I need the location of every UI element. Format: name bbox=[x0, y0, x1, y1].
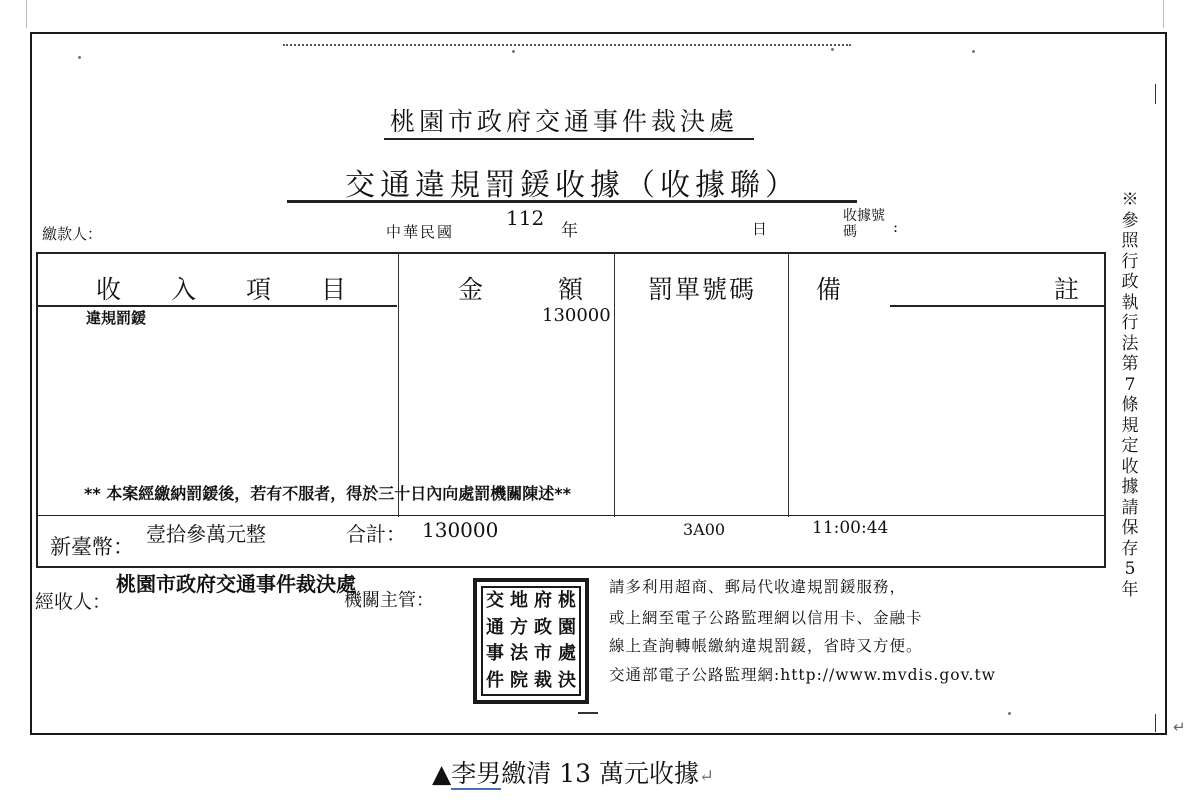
scan-speck bbox=[1008, 712, 1011, 715]
seal-glyph: 法 bbox=[510, 643, 528, 665]
scan-speck bbox=[831, 48, 834, 51]
caption-text: 繳清 13 萬元收據 bbox=[501, 759, 699, 788]
receipt-title: 交通違規罰鍰收據（收據聯） bbox=[345, 168, 800, 203]
figure-caption bbox=[432, 754, 714, 790]
currency-label: 新臺幣： bbox=[50, 535, 134, 559]
seal-glyph: 處 bbox=[558, 643, 576, 665]
paragraph-return-icon: ↵ bbox=[698, 766, 715, 787]
payer-label: 繳款人： bbox=[42, 225, 103, 243]
ticket-code: 3A00 bbox=[683, 520, 726, 539]
roc-year-value: 112 bbox=[506, 206, 545, 230]
page-margin-mark-right bbox=[1163, 0, 1164, 28]
seal-glyph: 市 bbox=[534, 643, 552, 665]
payment-info-line-1: 請多利用超商、郵局代收違規罰鍰服務， bbox=[609, 578, 907, 596]
seal-glyph: 裁 bbox=[534, 669, 552, 691]
issuing-agency-title: 桃園市政府交通事件裁決處 bbox=[390, 107, 739, 136]
receipt-number-colon: : bbox=[893, 218, 899, 236]
official-seal-stamp bbox=[473, 578, 589, 704]
seal-glyph: 決 bbox=[558, 669, 576, 691]
collector-name: 桃園市政府交通事件裁決處 bbox=[116, 572, 356, 596]
scan-speck bbox=[972, 50, 975, 53]
payment-time: 11:00:44 bbox=[812, 518, 889, 538]
seal-glyph: 通 bbox=[486, 616, 504, 638]
table-col-divider-1 bbox=[398, 253, 399, 517]
seal-glyph: 政 bbox=[534, 616, 552, 638]
year-label: 年 bbox=[561, 221, 578, 241]
payment-info-line-4: 交通部電子公路監理網:http://www.mvdis.gov.tw bbox=[609, 666, 996, 684]
amount-value: 130000 bbox=[542, 305, 611, 326]
seal-glyph: 事 bbox=[486, 643, 504, 665]
seal-glyph: 地 bbox=[510, 590, 528, 612]
payment-info-line-2: 或上網至電子公路監理網以信用卡、金融卡 bbox=[609, 609, 923, 627]
seal-glyph: 桃 bbox=[558, 590, 576, 612]
header-ticket-number: 罰單號碼 bbox=[648, 275, 757, 304]
agency-underline bbox=[384, 138, 754, 140]
header-remarks-1: 備 bbox=[816, 275, 842, 304]
page-margin-mark-left bbox=[26, 0, 27, 28]
amount-in-words: 壹拾參萬元整 bbox=[146, 522, 266, 546]
total-label: 合計： bbox=[346, 522, 406, 546]
table-col-divider-2 bbox=[614, 253, 615, 517]
triangle-icon: ▲ bbox=[432, 759, 452, 788]
header-income-item: 收 入 項 目 bbox=[96, 275, 347, 304]
caption-underlined-name[interactable]: 李男 bbox=[451, 759, 502, 788]
seal-glyph: 交 bbox=[486, 590, 504, 612]
side-bracket-bottom bbox=[1155, 714, 1157, 732]
seal-glyph: 院 bbox=[510, 669, 528, 691]
day-label: 日 bbox=[752, 220, 768, 238]
side-bracket-top bbox=[1155, 84, 1157, 104]
table-total-divider bbox=[37, 515, 1105, 516]
seal-glyph: 方 bbox=[510, 616, 528, 638]
income-item-name: 違規罰鍰 bbox=[86, 309, 147, 327]
title-underline bbox=[287, 200, 857, 203]
table-col-divider-3 bbox=[788, 253, 789, 517]
scan-speck bbox=[512, 50, 515, 53]
appeal-notice: ** 本案經繳納罰鍰後，若有不服者，得於三十日內向處罰機關陳述** bbox=[84, 484, 572, 503]
payment-info-line-3: 線上查詢轉帳繳納違規罰鍰，省時又方便。 bbox=[609, 637, 923, 655]
header-remarks-2: 註 bbox=[1054, 275, 1080, 304]
seal-glyph: 府 bbox=[534, 590, 552, 612]
retention-side-note: ※參照行政執行法第7條規定收據請保存5年 bbox=[1121, 190, 1139, 600]
seal-glyph: 件 bbox=[486, 669, 504, 691]
roc-label: 中華民國 bbox=[386, 223, 455, 241]
scan-speck bbox=[78, 56, 81, 59]
collector-label: 經收人： bbox=[35, 591, 112, 613]
bottom-dash bbox=[578, 712, 598, 714]
total-value: 130000 bbox=[422, 518, 499, 542]
perforation-line bbox=[283, 44, 851, 46]
paragraph-mark-icon: ↵ bbox=[1173, 718, 1186, 736]
seal-glyph: 園 bbox=[558, 616, 576, 638]
header-amount: 金 額 bbox=[458, 275, 584, 304]
seal-characters bbox=[481, 586, 581, 696]
supervisor-label: 機關主管： bbox=[344, 590, 434, 611]
receipt-number-label: 收據號碼 bbox=[843, 208, 885, 240]
